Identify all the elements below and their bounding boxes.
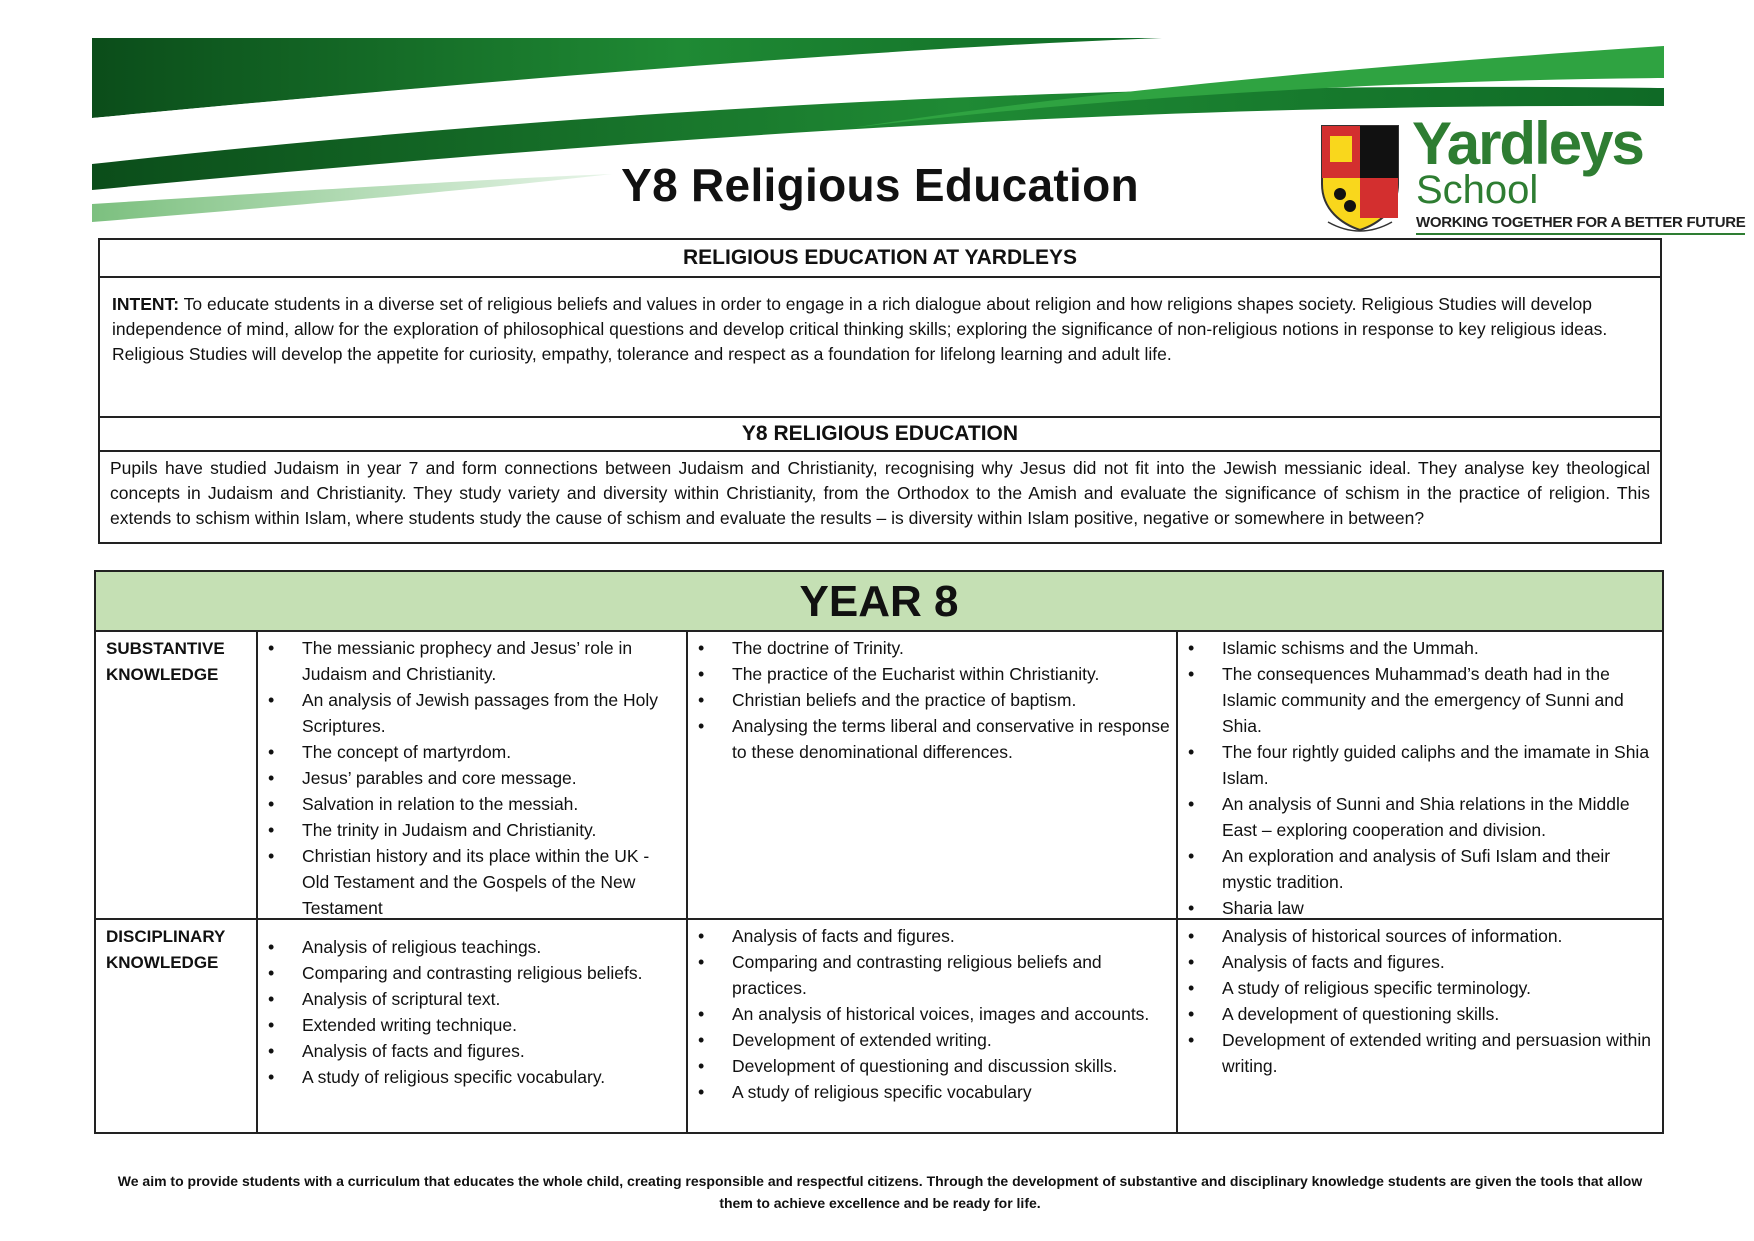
disciplinary-col-2 xyxy=(688,920,1178,1132)
list-item: • Analysis of historical sources of information. xyxy=(1182,923,1656,949)
bullet-list xyxy=(1182,635,1656,921)
y8-description: Pupils have studied Judaism in year 7 and form connections between Judaism and Christianity, recognising why Jesus did not fit into the Jewish messianic ideal. They analyse key theological concepts in Judaism and Christianity. They study variety and diversity within Christianity, from the Orthodox to the Amish and evaluate the significance of schism in the practice of religion. This extends to schism within Islam, where students study the cause of schism and evaluate the results – is diversity within Islam positive, negative or somewhere in between? xyxy=(110,458,1650,528)
intent-text: To educate students in a diverse set of religious beliefs and values in order to engage in a rich dialogue about religion and how religions shapes society. Religious Studies will develop independence of mind, allow for the exploration of philosophical questions and develop critical thinking skills; exploring the significance of non-religious notions in response to key religious ideas. Religious Studies will develop the appetite for curiosity, empathy, tolerance and respect as a foundation for lifelong learning and adult life. xyxy=(112,294,1608,364)
school-crest-icon xyxy=(1318,122,1402,234)
logo-school: School xyxy=(1416,168,1539,212)
list-item: • Salvation in relation to the messiah. xyxy=(262,791,680,817)
intro-heading: RELIGIOUS EDUCATION AT YARDLEYS xyxy=(100,240,1660,278)
list-item: • Extended writing technique. xyxy=(262,1012,680,1038)
list-item: • A study of religious specific terminology. xyxy=(1182,975,1656,1001)
intent-paragraph xyxy=(100,278,1660,418)
list-item: • A study of religious specific vocabulary xyxy=(692,1079,1170,1105)
school-logo xyxy=(1318,110,1746,236)
list-item: • Analysis of religious teachings. xyxy=(262,934,680,960)
list-item: • An analysis of historical voices, images and accounts. xyxy=(692,1001,1170,1027)
disciplinary-col-1 xyxy=(258,920,688,1132)
substantive-col-3 xyxy=(1178,632,1662,918)
list-item: • An analysis of Jewish passages from the Holy Scriptures. xyxy=(262,687,680,739)
disciplinary-col-3 xyxy=(1178,920,1662,1132)
bullet-list xyxy=(262,934,680,1090)
substantive-row xyxy=(96,632,1662,920)
bullet-list xyxy=(692,923,1170,1105)
list-item: • Sharia law xyxy=(1182,895,1656,921)
list-item: • The consequences Muhammad’s death had in the Islamic community and the emergency of Sunni and Shia. xyxy=(1182,661,1656,739)
list-item: • A study of religious specific vocabulary. xyxy=(262,1064,680,1090)
list-item: • Islamic schisms and the Ummah. xyxy=(1182,635,1656,661)
list-item: • Analysis of facts and figures. xyxy=(1182,949,1656,975)
list-item: • Comparing and contrasting religious beliefs and practices. xyxy=(692,949,1170,1001)
year-heading: YEAR 8 xyxy=(96,572,1662,632)
year-table xyxy=(94,570,1664,1134)
logo-tagline: WORKING TOGETHER FOR A BETTER FUTURE xyxy=(1416,214,1745,235)
list-item: • The messianic prophecy and Jesus’ role in Judaism and Christianity. xyxy=(262,635,680,687)
substantive-col-1 xyxy=(258,632,688,918)
bullet-list xyxy=(262,635,680,921)
intent-label: INTENT: xyxy=(112,294,180,314)
list-item: • Christian history and its place within the UK - Old Testament and the Gospels of the New Testament xyxy=(262,843,680,921)
disciplinary-label: DISCIPLINARY KNOWLEDGE xyxy=(96,920,258,1132)
list-item: • Development of extended writing and persuasion within writing. xyxy=(1182,1027,1656,1079)
list-item: • The practice of the Eucharist within Christianity. xyxy=(692,661,1170,687)
list-item: • Christian beliefs and the practice of baptism. xyxy=(692,687,1170,713)
bullet-list xyxy=(692,635,1170,765)
list-item: • Development of questioning and discussion skills. xyxy=(692,1053,1170,1079)
logo-name: Yardleys xyxy=(1412,110,1643,177)
list-item: • The doctrine of Trinity. xyxy=(692,635,1170,661)
list-item: • The four rightly guided caliphs and the imamate in Shia Islam. xyxy=(1182,739,1656,791)
list-item: • Analysing the terms liberal and conservative in response to these denominational differences. xyxy=(692,713,1170,765)
list-item: • An analysis of Sunni and Shia relations in the Middle East – exploring cooperation and division. xyxy=(1182,791,1656,843)
list-item: • Jesus’ parables and core message. xyxy=(262,765,680,791)
page-title: Y8 Religious Education xyxy=(621,159,1139,211)
list-item: • A development of questioning skills. xyxy=(1182,1001,1656,1027)
list-item: • Analysis of scriptural text. xyxy=(262,986,680,1012)
list-item: • An exploration and analysis of Sufi Islam and their mystic tradition. xyxy=(1182,843,1656,895)
list-item: • The trinity in Judaism and Christianity. xyxy=(262,817,680,843)
substantive-col-2 xyxy=(688,632,1178,918)
list-item: • Comparing and contrasting religious beliefs. xyxy=(262,960,680,986)
substantive-label: SUBSTANTIVE KNOWLEDGE xyxy=(96,632,258,918)
disciplinary-row xyxy=(96,920,1662,1132)
list-item: • Analysis of facts and figures. xyxy=(262,1038,680,1064)
list-item: • The concept of martyrdom. xyxy=(262,739,680,765)
y8-heading: Y8 RELIGIOUS EDUCATION xyxy=(100,418,1660,452)
intro-section xyxy=(98,238,1662,544)
footer-statement: We aim to provide students with a curriculum that educates the whole child, creating responsible and respectful citizens. Through the development of substantive and disciplinary knowledge students are given the tools that allow them to achieve excellence and be ready for life. xyxy=(117,1173,1643,1211)
bullet-list xyxy=(1182,923,1656,1079)
list-item: • Development of extended writing. xyxy=(692,1027,1170,1053)
list-item: • Analysis of facts and figures. xyxy=(692,923,1170,949)
